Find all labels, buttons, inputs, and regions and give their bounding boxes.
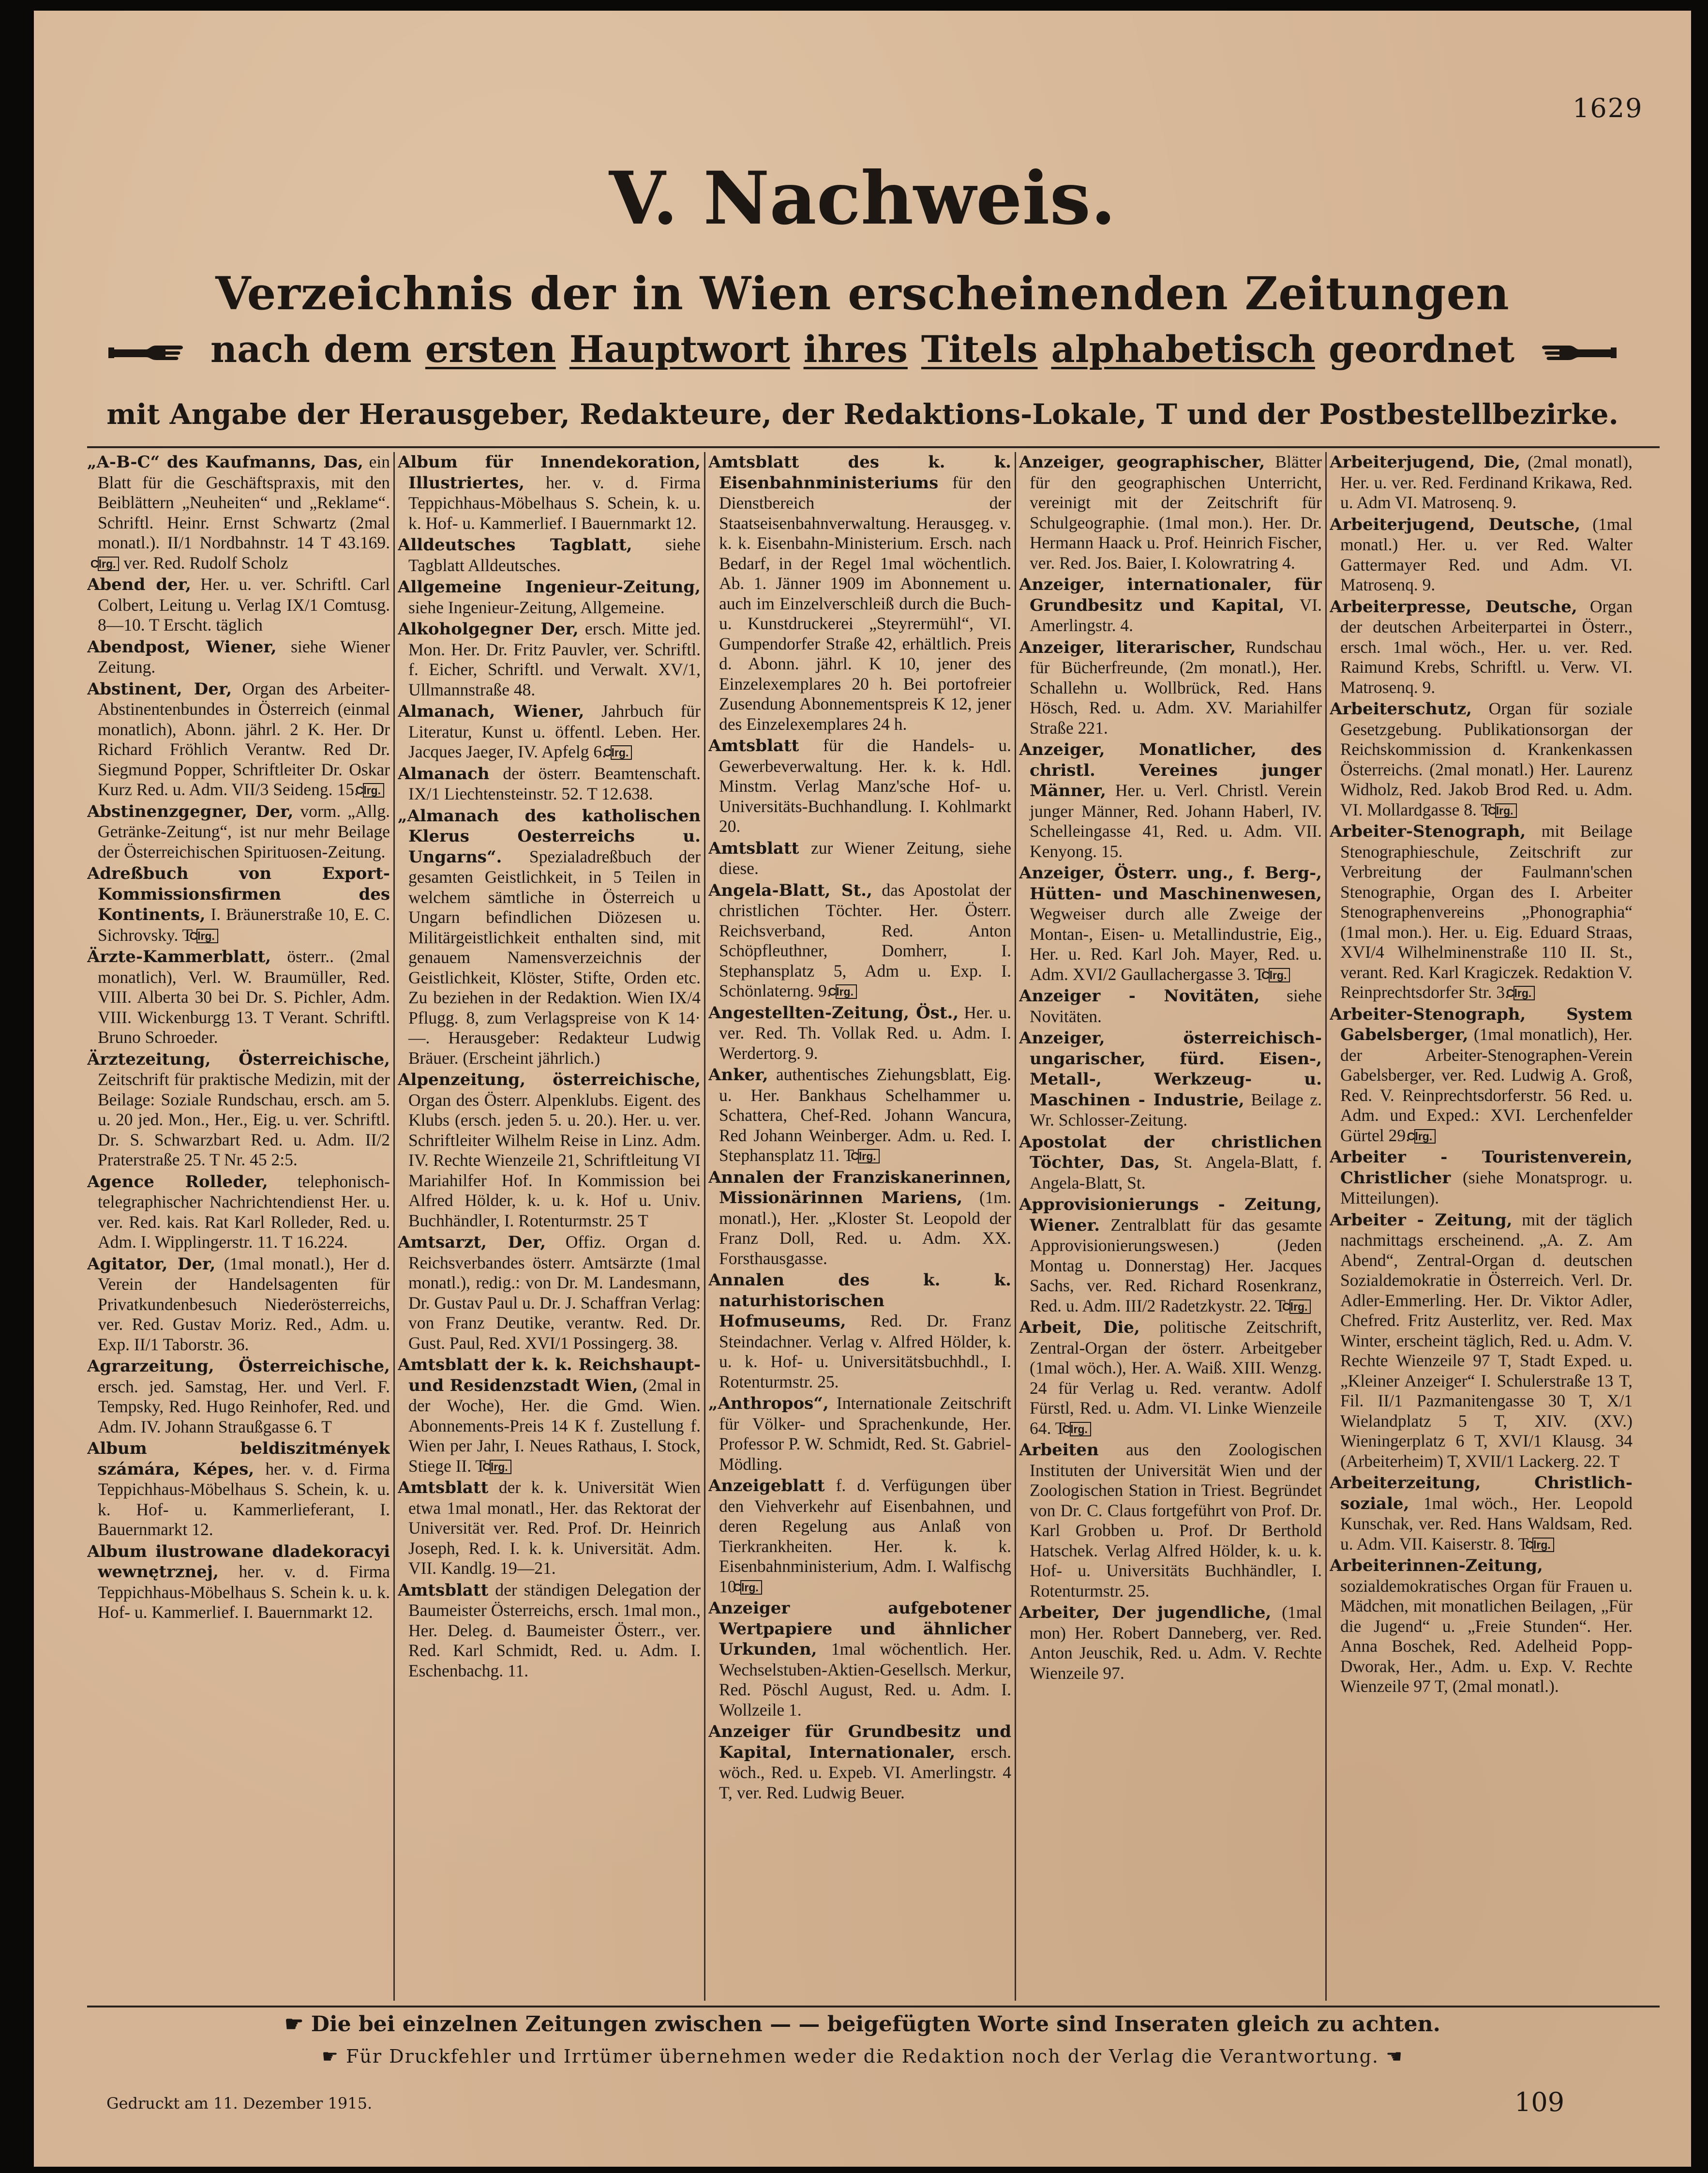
directory-entry: [1330, 821, 1633, 1003]
entry-text: österr.. (2mal monatlich), Verl. W. Braumüller, Red. VIII. Alberta 30 bei Dr. S. Pichler, Adm. VIII. Wickenburgg 13. T Verant. Schriftl. Bruno Schroeder.: [98, 947, 390, 1047]
entry-heading: Annalen der Franziskanerinnen, Missionärinnen Mariens,: [708, 1167, 1011, 1207]
clearing-badge: Clrg.: [98, 557, 119, 571]
entry-heading: Almanach, Wiener,: [398, 702, 584, 721]
entry-heading: Alldeutsches Tagblatt,: [398, 535, 632, 555]
entry-text: für den Dienstbereich der Staatseisenbahnverwaltung. Herausgeg. v. k. k. Eisenbahn-Ministerium. Ersch. nach Bedarf, in der Regel 1mal wöchentlich. Ab. 1. Jänner 1909 im Abonnement u. auch im Einzelverschleiß durch die Buch- u. Kunstdruckerei „Steyrermühl“, VI. Gumpendorfer Straße 42, erhältlich. Preis d. Abonn. jährl. K 10, jener des Einzelexemplares 20 h. Bei portofreier Zusendung Abonnementspreis K 12, jener des Einzelexemplares 24 h.: [719, 472, 1011, 734]
entry-text: mit der täglich nachmittags erscheinend. „A. Z. Am Abend“, Zentral-Organ d. deutschen Sozialdemokratie in Österreich. Verl. Dr. Adler-Emmerling. Her. Dr. Viktor Adler, Chefred. Fritz Austerlitz, ver. Red. Max Winter, erscheint täglich, Red. u. Adm. V. Rechte Wienzeile 97 T, Stadt Exped. u. „Kleiner Anzeiger“ I. Schulerstraße 13 T, Fil. II/1 Pazmanitengasse 30 T, X/1 Wielandplatz 5 T, XIV. (XV.) Wieningerplatz 6 T, XVI/1 Klausg. 34 (Arbeiterheim) T, XVII/1 Lackerg. 22. T: [1340, 1209, 1633, 1471]
directory-entry: [1019, 986, 1322, 1026]
entry-text: Her. u. ver. Red. Th. Vollak Red. u. Adm. I. Werdertorg. 9.: [719, 1002, 1011, 1063]
entry-heading: Amtsblatt: [398, 1478, 489, 1497]
directory-entry: [708, 1167, 1011, 1269]
directory-entry: [708, 838, 1011, 879]
clearing-badge: Clrg.: [490, 1460, 511, 1474]
entry-text: Jahrbuch für Literatur, Kunst u. öffentl. Leben. Her. Jacques Jaeger, IV. Apfelg 6.: [408, 701, 701, 761]
entry-heading: Anzeiger - Novitäten,: [1019, 986, 1260, 1006]
directory-entry: [1019, 863, 1322, 984]
sort-note-word: geordnet: [1329, 328, 1515, 371]
entry-heading: Arbeiter - Touristenverein, Christlicher: [1330, 1147, 1633, 1188]
directory-entry: [708, 1270, 1011, 1392]
entry-text: Internationale Zeitschrift für Völker- und Sprachenkunde, Her. Professor P. W. Schmidt, Red. St. Gabriel-Mödling.: [719, 1393, 1011, 1474]
entry-heading: Arbeiter-Stenograph, System Gabelsberger,: [1330, 1004, 1633, 1044]
entry-text: siehe Wiener Zeitung.: [98, 636, 390, 677]
entry-text: telephonisch-telegraphischer Nachrichtendienst Her. u. ver. Red. kais. Rat Karl Rolleder, Red. u. Adm. I. Wipplingerstr. 11. T 16.224.: [98, 1171, 390, 1252]
entry-heading: Album ilustrowane dladekoracyi wewnętrznej,: [87, 1541, 390, 1582]
entry-text: (siehe Monatsprogr. u. Mitteilungen).: [1340, 1167, 1633, 1207]
entry-heading: Arbeiterinnen-Zeitung,: [1330, 1556, 1543, 1575]
clearing-badge: Clrg.: [740, 1580, 762, 1595]
entry-heading: Amtsblatt: [398, 1580, 489, 1600]
entry-heading: Arbeiten: [1019, 1440, 1099, 1460]
entry-text: Red. Dr. Franz Steindachner. Verlag v. Alfred Hölder, k. u. k. Hof- u. Universitätsbuchhdl., I. Rotenturmstr. 25.: [719, 1311, 1011, 1391]
entry-text: Her. u. Verl. Christl. Verein junger Männer, Red. Johann Haberl, IV. Schelleingasse 41, Red. u. Adm. VII. Kenyong. 15.: [1030, 781, 1322, 861]
directory-entry: [87, 637, 390, 678]
entry-text: (2mal monatl), Her. u. ver. Red. Ferdinand Krikawa, Red. u. Adm VI. Matrosenq. 9.: [1340, 452, 1633, 512]
directory-entry: [708, 880, 1011, 1001]
entry-text: f. d. Verfügungen über den Viehverkehr auf Eisenbahnen, und deren Regelung aus Anlaß von Tierkrankheiten. Her. k. k. Eisenbahnministerium, Adm. I. Walfischg 10: [719, 1476, 1011, 1596]
entry-text: mit Beilage Stenographieschule, Zeitschrift zur Verbreitung der Faulmann'schen Stenographie, Organ des I. Arbeiter Stenographenvereins „Phonographia“ (1mal mon.). Her. u. Eig. Eduard Straas, XVI/4 Wilhelminenstraße 110 II. St., verant. Red. Karl Kragiczek. Redaktion V. Reinprechtsdorfer Str. 3.: [1340, 821, 1633, 1002]
directory-entry: [1019, 1028, 1322, 1131]
directory-entry: [1019, 1440, 1322, 1601]
column-5: [1330, 452, 1633, 2001]
directory-entry: [87, 1356, 390, 1437]
entry-text: ersch. wöch., Red. u. Expeb. VI. Amerlingstr. 4 T, ver. Red. Ludwig Beuer.: [719, 1742, 1011, 1802]
directory-entry: [87, 947, 390, 1048]
directory-entry: [1019, 574, 1322, 636]
entry-text: Organ des Arbeiter-Abstinentenbundes in Österreich (einmal monatlich), Abonn. jährl. 2 K. Her. Dr Richard Fröhlich Verantw. Red Dr. Siegmund Popper, Schriftleiter Dr. Oskar Kurz Red. u. Adm. VII/3 Seideng. 15.: [98, 679, 390, 799]
column-3: [708, 452, 1011, 2001]
directory-entry: [398, 619, 701, 700]
entry-heading: Agitator, Der,: [87, 1254, 216, 1274]
entry-heading: Arbeiterpresse, Deutsche,: [1330, 597, 1577, 617]
clearing-badge: Clrg.: [611, 745, 632, 760]
directory-entry: [398, 1580, 701, 1681]
directory-entry: [398, 1478, 701, 1579]
directory-entry: [87, 452, 390, 573]
clearing-badge: Clrg.: [1495, 803, 1516, 818]
entry-heading: „Almanach des katholischen Klerus Oesterreichs u. Ungarns“.: [398, 806, 701, 867]
entry-text: (1m. monatl.), Her. „Kloster St. Leopold der Franz Doll, Red. u. Adm. XX. Forsthausgasse.: [719, 1188, 1011, 1268]
entry-heading: Anzeiger für Grundbesitz und Kapital, Internationaler,: [708, 1722, 1011, 1762]
entry-text: vorm. „Allg. Getränke-Zeitung“, ist nur mehr Beilage der Österreichischen Spirituosen-Zeitung.: [98, 801, 390, 861]
entry-heading: Agence Rolleder,: [87, 1172, 268, 1192]
directory-entry: [708, 736, 1011, 837]
directory-entry: [1330, 597, 1633, 698]
entry-text: Organ des Österr. Alpenklubs. Eigent. des Klubs (ersch. jeden 5. u. 20.). Her. u. ver. Schriftleiter Wilhelm Reise in Linz. Adm. IV. Rechte Wienzeile 21, Schriftleitung VI Mariahilfer Hof. In Kommission bei Alfred Hölder, k. u. k. Hof u. Univ. Buchhändler, I. Rotenturmstr. 25 T: [408, 1090, 701, 1230]
entry-text: I. Bräunerstraße 10, E. C. Sichrovsky. T: [98, 905, 390, 945]
entry-heading: „Anthropos“,: [708, 1394, 829, 1413]
directory-entry: [87, 801, 390, 862]
entry-text: 1mal wöch., Her. Leopold Kunschak, ver. Red. Hans Waldsam, Red. u. Adm. VII. Kaiserstr. 8. T: [1340, 1493, 1633, 1554]
entry-text: authentisches Ziehungsblatt, Eig. u. Her. Bankhaus Schelhammer u. Schattera, Chef-Red. Johann Wancura, Red Johann Weinberger. Adm. u. Red. I. Stephansplatz 11. T: [719, 1065, 1011, 1165]
directory-entry: [398, 1232, 701, 1353]
entry-heading: Apostolat der christlichen Töchter, Das,: [1019, 1132, 1322, 1172]
entry-text: (1mal monatl.) Her. u. ver Red. Walter Gattermayer Red. und Adm. VI. Matrosenq. 9.: [1340, 514, 1633, 594]
directory-entry: [1019, 739, 1322, 861]
entry-heading: Anker,: [708, 1065, 768, 1085]
entry-text: ersch. Mitte jed. Mon. Her. Dr. Fritz Pauvler, ver. Schriftl. f. Eicher, Schriftl. und Verwalt. XV/1, Ullmannstraße 48.: [408, 619, 701, 699]
clearing-badge: Clrg.: [1414, 1129, 1436, 1144]
entry-text: der österr. Beamtenschaft. IX/1 Liechtensteinstr. 52. T 12.638.: [408, 763, 701, 803]
directory-entry: [87, 863, 390, 945]
entry-text: politische Zeitschrift, Zentral-Organ der österr. Arbeitgeber (1mal wöch.), Her. A. Waiß. XIII. Wenzg. 24 für Verlag u. Red. verantw. Adolf Fürstl, Red. u. Adm. VI. Linke Wienzeile 64. T: [1030, 1317, 1322, 1438]
entry-heading: Anzeiger, Österr. ung., f. Berg-, Hütten- und Maschinenwesen,: [1019, 863, 1322, 904]
entry-heading: „A-B-C“ des Kaufmanns, Das,: [87, 453, 363, 472]
entry-text: ersch. jed. Samstag, Her. und Verl. F. Tempsky, Red. Hugo Reinhofer, Red. und Adm. IV. Johann Straußgasse 6. T: [98, 1376, 390, 1436]
clearing-badge: Clrg.: [1070, 1422, 1091, 1436]
page-number-top: 1629: [1573, 93, 1643, 123]
pointing-hand-left-icon: [1534, 343, 1617, 362]
directory-entry: [1019, 1132, 1322, 1193]
entry-heading: Anzeiger, internationaler, für Grundbesitz und Kapital,: [1019, 575, 1322, 615]
directory-entry: [708, 452, 1011, 734]
entry-text: (1mal mon) Her. Robert Danneberg, ver. Red. Anton Jeuschik, Red. u. Adm. V. Rechte Wienzeile 97.: [1030, 1602, 1322, 1683]
entry-text: Spezialadreßbuch der gesamten Geistlichkeit, in 5 Teilen in welchem sämtliche in Österreich u Ungarn befindlichen Diözesen u. Militärgeistlichkeit enthalten sind, mit genauem Namensverzeichnis der Geistlichkeit, Klöster, Stifte, Orden etc. Zu beziehen in der Redaktion. Wien IX/4 Pflugg. 8, zum Verlagspreise von K 14·—. Herausgeber: Redakteur Ludwig Bräuer. (Erscheint jährlich.): [408, 846, 701, 1068]
entry-text: her. v. d. Firma Teppichhaus-Möbelhaus S. Schein, k. u. k. Hof- u. Kammerlief. I Bauernmarkt 12.: [408, 472, 701, 533]
pointing-hand-icon: ☚: [1378, 2046, 1404, 2067]
entry-heading: Approvisionierungs - Zeitung, Wiener.: [1019, 1195, 1322, 1235]
listing-columns: [87, 452, 1660, 2001]
entry-text: Organ für soziale Gesetzgebung. Publikationsorgan der Reichskommission d. Krankenkassen Österreichs. (2mal monatl.) Her. Laurenz Widholz, Red. Jakob Brod Red. u. Adm. VI. Mollardgasse 8. T: [1340, 699, 1633, 819]
print-date: Gedruckt am 11. Dezember 1915.: [106, 2094, 373, 2113]
sort-note-word: ersten: [425, 328, 556, 371]
column-2: [398, 452, 701, 2001]
entry-text: VI. Amerlingstr. 4.: [1030, 595, 1322, 635]
entry-heading: Almanach: [398, 764, 490, 784]
entry-text: (1mal monatl.), Her d. Verein der Handelsagenten für Privatkundenbesuch Niederösterreichs, ver. Red. Gustav Moriz. Red., Adm. u. Exp. II/1 Taborstr. 36.: [98, 1253, 390, 1354]
directory-entry: [87, 1541, 390, 1623]
directory-entry: [708, 1065, 1011, 1166]
clearing-badge: Clrg.: [196, 929, 218, 943]
entry-heading: Arbeiter-Stenograph,: [1330, 822, 1526, 841]
directory-entry: [1019, 1602, 1322, 1683]
header-rule: [87, 446, 1660, 448]
directory-entry: [398, 764, 701, 804]
directory-entry: [1330, 1473, 1633, 1554]
directory-entry: [398, 452, 701, 533]
column-divider: [704, 452, 705, 2001]
entry-heading: Anzeiger, Monatlicher, des christl. Vereines junger Männer,: [1019, 740, 1322, 800]
clearing-badge: Clrg.: [1269, 968, 1290, 982]
directory-entry: [87, 1172, 390, 1252]
entry-text: Blätter für den geographischen Unterricht, vereinigt mit der Zeitschrift für Schulgeographie. (1mal mon.). Her. Dr. Hermann Haack u. Prof. Heinrich Fischer, ver. Red. Jos. Baier, I. Kolowratring 4.: [1030, 452, 1322, 573]
directory-entry: [1019, 637, 1322, 739]
entry-heading: Arbeiterjugend, Deutsche,: [1330, 514, 1581, 534]
entry-text: (2mal in der Woche), Her. die Gmd. Wien. Abonnements-Preis 14 K f. Zustellung f. Wien per Jahr, I. Neues Rathaus, I. Stock, Stiege II. T: [408, 1375, 701, 1476]
disclaimer: ☛ Für Druckfehler und Irrtümer übernehmen weder die Redaktion noch der Verlag die Verantwortung. ☚: [321, 2046, 1404, 2067]
entry-text: siehe Novitäten.: [1030, 986, 1322, 1026]
column-divider: [1015, 452, 1016, 2001]
entry-heading: Annalen des k. k. naturhistorischen Hofmuseums,: [708, 1270, 1011, 1331]
entry-heading: Arbeiterschutz,: [1330, 699, 1472, 719]
pointing-hand-right-icon: [108, 343, 191, 362]
section-subtitle: Verzeichnis der in Wien erscheinenden Zeitungen: [215, 267, 1510, 320]
entry-text: der k. k. Universität Wien etwa 1mal monatl., Her. das Rektorat der Universität ver. Red. Prof. Dr. Heinrich Joseph, Red. I. k. k. Universität. Adm. VII. Kandlg. 19—21.: [408, 1478, 701, 1578]
directory-entry: [87, 679, 390, 800]
sort-note-word: Hauptwort: [569, 328, 790, 371]
entry-text: Wegweiser durch alle Zweige der Montan-, Eisen- u. Metallindustrie, Eig., Her. u. Red. Karl Joh. Mayer, Red. u. Adm. XVI/2 Gaullachergasse 3. T: [1030, 904, 1322, 984]
entry-heading: Alkoholgegner Der,: [398, 619, 579, 639]
entry-heading: Adreßbuch von Export-Kommissionsfirmen des Kontinents,: [87, 864, 390, 924]
entry-text: Zentralblatt für das gesamte Approvisionierungswesen.) (Jeden Montag u. Donnerstag) Her. Jacques Sachs, ver. Red. Richard Rosenkranz, Red. u. Adm. III/2 Radetzkystr. 22. T: [1030, 1215, 1322, 1315]
entry-heading: Anzeiger, österreichisch-ungarischer, fürd. Eisen-, Metall-, Werkzeug- u. Maschinen - Industrie,: [1019, 1028, 1322, 1110]
pointing-hand-icon: ☛: [321, 2046, 346, 2067]
entry-heading: Amtsblatt des k. k. Eisenbahnministeriums: [708, 453, 1011, 493]
entry-heading: Abstinent, Der,: [87, 679, 232, 699]
directory-entry: [1019, 452, 1322, 573]
entry-heading: Anzeiger, geographischer,: [1019, 453, 1265, 472]
clearing-badge: Clrg.: [1289, 1299, 1311, 1314]
footer-note: ☛ Die bei einzelnen Zeitungen zwischen — — beigefügten Worte sind Inseraten gleich zu achten.: [285, 2012, 1440, 2037]
directory-entry: [398, 577, 701, 618]
directory-entry: [708, 1393, 1011, 1474]
entry-heading: Amtsblatt: [708, 736, 799, 755]
entry-text: Beilage z. Wr. Schlosser-Zeitung.: [1030, 1089, 1322, 1130]
entry-text: Zeitschrift für praktische Medizin, mit der Beilage: Soziale Rundschau, ersch. am 5. u. 20 jed. Mon., Her., Eig. u. ver. Schriftl. Dr. S. Schwarzbart Red. u. Adm. II/2 Praterstraße 25. T Nr. 45 2:5.: [98, 1070, 390, 1169]
entry-heading: Album für Innendekoration, Illustriertes,: [398, 453, 701, 493]
entry-text: (1mal monatlich), Her. der Arbeiter-Stenographen-Verein Gabelsberger, ver. Red. Ludwig A. Groß, Red. V. Reinprechtsdorferstr. 56 Red. u. Adm. und Exped.: XVI. Lerchenfelder Gürtel 29.: [1340, 1025, 1633, 1145]
entry-heading: Arbeiterzeitung, Christlich-soziale,: [1330, 1473, 1633, 1513]
directory-entry: [87, 1438, 390, 1540]
directory-entry: [1330, 1147, 1633, 1208]
footer-rule: [87, 2006, 1660, 2007]
page-number-bottom: 109: [1514, 2087, 1565, 2117]
entry-text: 1mal wöchentlich. Her. Wechselstuben-Aktien-Gesellsch. Merkur, Red. Pöschl August, Red. u. Adm. I. Wollzeile 1.: [719, 1639, 1011, 1720]
entry-heading: Amtsblatt der k. k. Reichshaupt- und Residenzstadt Wien,: [398, 1355, 701, 1395]
sort-note-word: dem: [323, 328, 412, 371]
clearing-badge: Clrg.: [363, 783, 384, 798]
entry-heading: Ärzte-Kammerblatt,: [87, 947, 271, 966]
directory-entry: [87, 1254, 390, 1355]
entry-text: das Apostolat der christlichen Töchter. Her. Österr. Reichsverband, Red. Anton Schöpfleuthner, Domherr, I. Stephansplatz 5, Adm u. Exp. I. Schönlaterng. 9.: [719, 880, 1011, 1000]
entry-heading: Angela-Blatt, St.,: [708, 880, 872, 900]
directory-entry: [1330, 699, 1633, 820]
directory-entry: [398, 806, 701, 1069]
directory-entry: [1019, 1194, 1322, 1316]
column-4: [1019, 452, 1322, 2001]
pointing-hand-icon: ☛: [285, 2012, 311, 2037]
entry-heading: Anzeiger, literarischer,: [1019, 637, 1236, 657]
entry-heading: Album beldiszitmények számára, Képes,: [87, 1439, 390, 1479]
sort-note-words: [204, 328, 1521, 371]
entry-heading: Abstinenzgegner, Der,: [87, 801, 294, 821]
directory-entry: [398, 1355, 701, 1476]
entry-text: her. v. d. Firma Teppichhaus-Möbelhaus S. Schein k. u. k. Hof- u. Kammerlief. I. Bauernmarkt 12.: [98, 1562, 390, 1622]
directory-entry: [708, 1003, 1011, 1064]
sort-note-word: alphabetisch: [1051, 328, 1315, 371]
entry-heading: Abend der,: [87, 575, 192, 594]
entry-heading: Arbeiter - Zeitung,: [1330, 1210, 1513, 1230]
entry-heading: Amtsarzt, Der,: [398, 1233, 546, 1252]
entry-text: siehe Ingenieur-Zeitung, Allgemeine.: [408, 597, 665, 617]
entry-text: siehe Tagblatt Alldeutsches.: [408, 535, 701, 575]
entry-heading: Arbeiter, Der jugendliche,: [1019, 1603, 1272, 1622]
column-divider: [393, 452, 395, 2001]
column-1: [87, 452, 390, 2001]
entry-text: aus den Zoologischen Instituten der Universität Wien und der Zoologischen Station in Triest. Begründet von Dr. C. Claus fortgeführt von Prof. Dr. Karl Grobben u. Prof. Dr Berthold Hatschek. Verlag Alfred Hölder, k. u. k. Hof- u. Universitäts Buchhändler, I. Rotenturmstr. 25.: [1030, 1440, 1322, 1600]
directory-entry: [87, 1049, 390, 1170]
entry-heading: Abendpost, Wiener,: [87, 637, 277, 657]
sort-note-word: nach: [210, 328, 310, 371]
entry-text: ein Blatt für die Geschäftspraxis, mit den Beiblättern „Neuheiten“ und „Reklame“. Schriftl. Heinr. Ernst Schwartz (2mal monatl.). II/1 Nordbahnstr. 14 T 43.169.: [98, 452, 390, 552]
directory-entry: [708, 1721, 1011, 1803]
entry-heading: Alpenzeitung, österreichische,: [398, 1070, 701, 1089]
directory-entry: [1019, 1317, 1322, 1438]
entry-heading: Arbeiterjugend, Die,: [1330, 453, 1521, 472]
entry-heading: Arbeit, Die,: [1019, 1318, 1140, 1337]
directory-entry: [398, 701, 701, 762]
directory-entry: [87, 574, 390, 635]
directory-page: [34, 11, 1691, 2167]
directory-entry: [1330, 452, 1633, 513]
entry-heading: Anzeiger aufgebotener Wertpapiere und ähnlicher Urkunden,: [708, 1599, 1011, 1659]
directory-entry: [708, 1476, 1011, 1597]
entry-text: für die Handels- u. Gewerbeverwaltung. Her. k. k. Hdl. Minstm. Verlag Manz'sche Hof- u. Universitäts-Buchhandlung. I. Kohlmarkt 20.: [719, 736, 1011, 836]
section-title: V. Nachweis.: [609, 156, 1116, 241]
column-divider: [1325, 452, 1327, 2001]
entry-text-extra: ver. Red. Rudolf Scholz: [123, 553, 288, 573]
entry-text: sozialdemokratisches Organ für Frauen u. Mädchen, mit monatlichen Beilagen, „Für die Jugend“ u. „Freie Stunden“. Her. Anna Boschek, Red. Adelheid Popp-Dworak, Her., Adm. u. Exp. V. Rechte Wienzeile 97 T, (2mal monatl.).: [1340, 1576, 1633, 1696]
sort-note-word: Titels: [921, 328, 1038, 371]
entry-heading: Allgemeine Ingenieur-Zeitung,: [398, 577, 701, 597]
entry-heading: Ärztezeitung, Österreichische,: [87, 1049, 390, 1069]
clearing-badge: Clrg.: [1513, 986, 1535, 1000]
entry-text: Organ der deutschen Arbeiterpartei in Österr., ersch. 1mal wöch., Her. u. ver. Red. Raimund Krebs, Schriftl. u. Verw. VI. Matrosenq. 9.: [1340, 596, 1633, 697]
directory-entry: [1330, 1210, 1633, 1472]
directory-entry: [1330, 1004, 1633, 1146]
entry-text: zur Wiener Zeitung, siehe diese.: [719, 838, 1011, 878]
clearing-badge: Clrg.: [1532, 1538, 1554, 1552]
entry-text: Her. u. ver. Schriftl. Carl Colbert, Leitung u. Verlag IX/1 Comtusg. 8—10. T Erscht. täglich: [98, 574, 390, 634]
directory-entry: [1330, 1555, 1633, 1697]
entry-text: St. Angela-Blatt, f. Angela-Blatt, St.: [1030, 1152, 1322, 1192]
entry-heading: Amtsblatt: [708, 838, 799, 858]
directory-entry: [398, 535, 701, 575]
entry-text: Offiz. Organ d. Reichsverbandes österr. Amtsärzte (1mal monatl.), redig.: von Dr. M. Landesmann, Dr. Gustav Paul u. Dr. J. Schaffran Verlag: von Franz Deutike, verantw. Red. Dr. Gust. Paul, Red. XVI/1 Possingerg. 38.: [408, 1232, 701, 1353]
entry-heading: Anzeigeblatt: [708, 1476, 825, 1495]
directory-entry: [398, 1070, 701, 1231]
entry-heading: Agrarzeitung, Österreichische,: [87, 1357, 390, 1376]
entry-heading: Angestellten-Zeitung, Öst.,: [708, 1003, 959, 1023]
entry-text: Rundschau für Bücherfreunde, (2m monatl.), Her. Schallehn u. Wollbrück, Red. Hans Hösch, Red. u. Adm. XV. Mariahilfer Straße 221.: [1030, 637, 1322, 738]
directory-entry: [708, 1598, 1011, 1720]
clearing-badge: Clrg.: [836, 984, 857, 999]
entry-text: der ständigen Delegation der Baumeister Österreichs, ersch. 1mal mon., Her. Deleg. d. Baumeister Österr., ver. Red. Karl Schmidt, Red. u. Adm. I. Eschenbachg. 11.: [408, 1580, 701, 1680]
entry-text: her. v. d. Firma Teppichhaus-Möbelhaus S. Schein, k. u. k. Hof- u. Kammerlieferant, I. Bauernmarkt 12.: [98, 1459, 390, 1539]
info-line: mit Angabe der Herausgeber, Redakteure, der Redaktions-Lokale, T und der Postbestellbezirke.: [106, 398, 1618, 431]
clearing-badge: Clrg.: [858, 1149, 879, 1163]
sort-note: [34, 328, 1691, 371]
directory-entry: [1330, 514, 1633, 595]
sort-note-word: ihres: [803, 328, 908, 371]
